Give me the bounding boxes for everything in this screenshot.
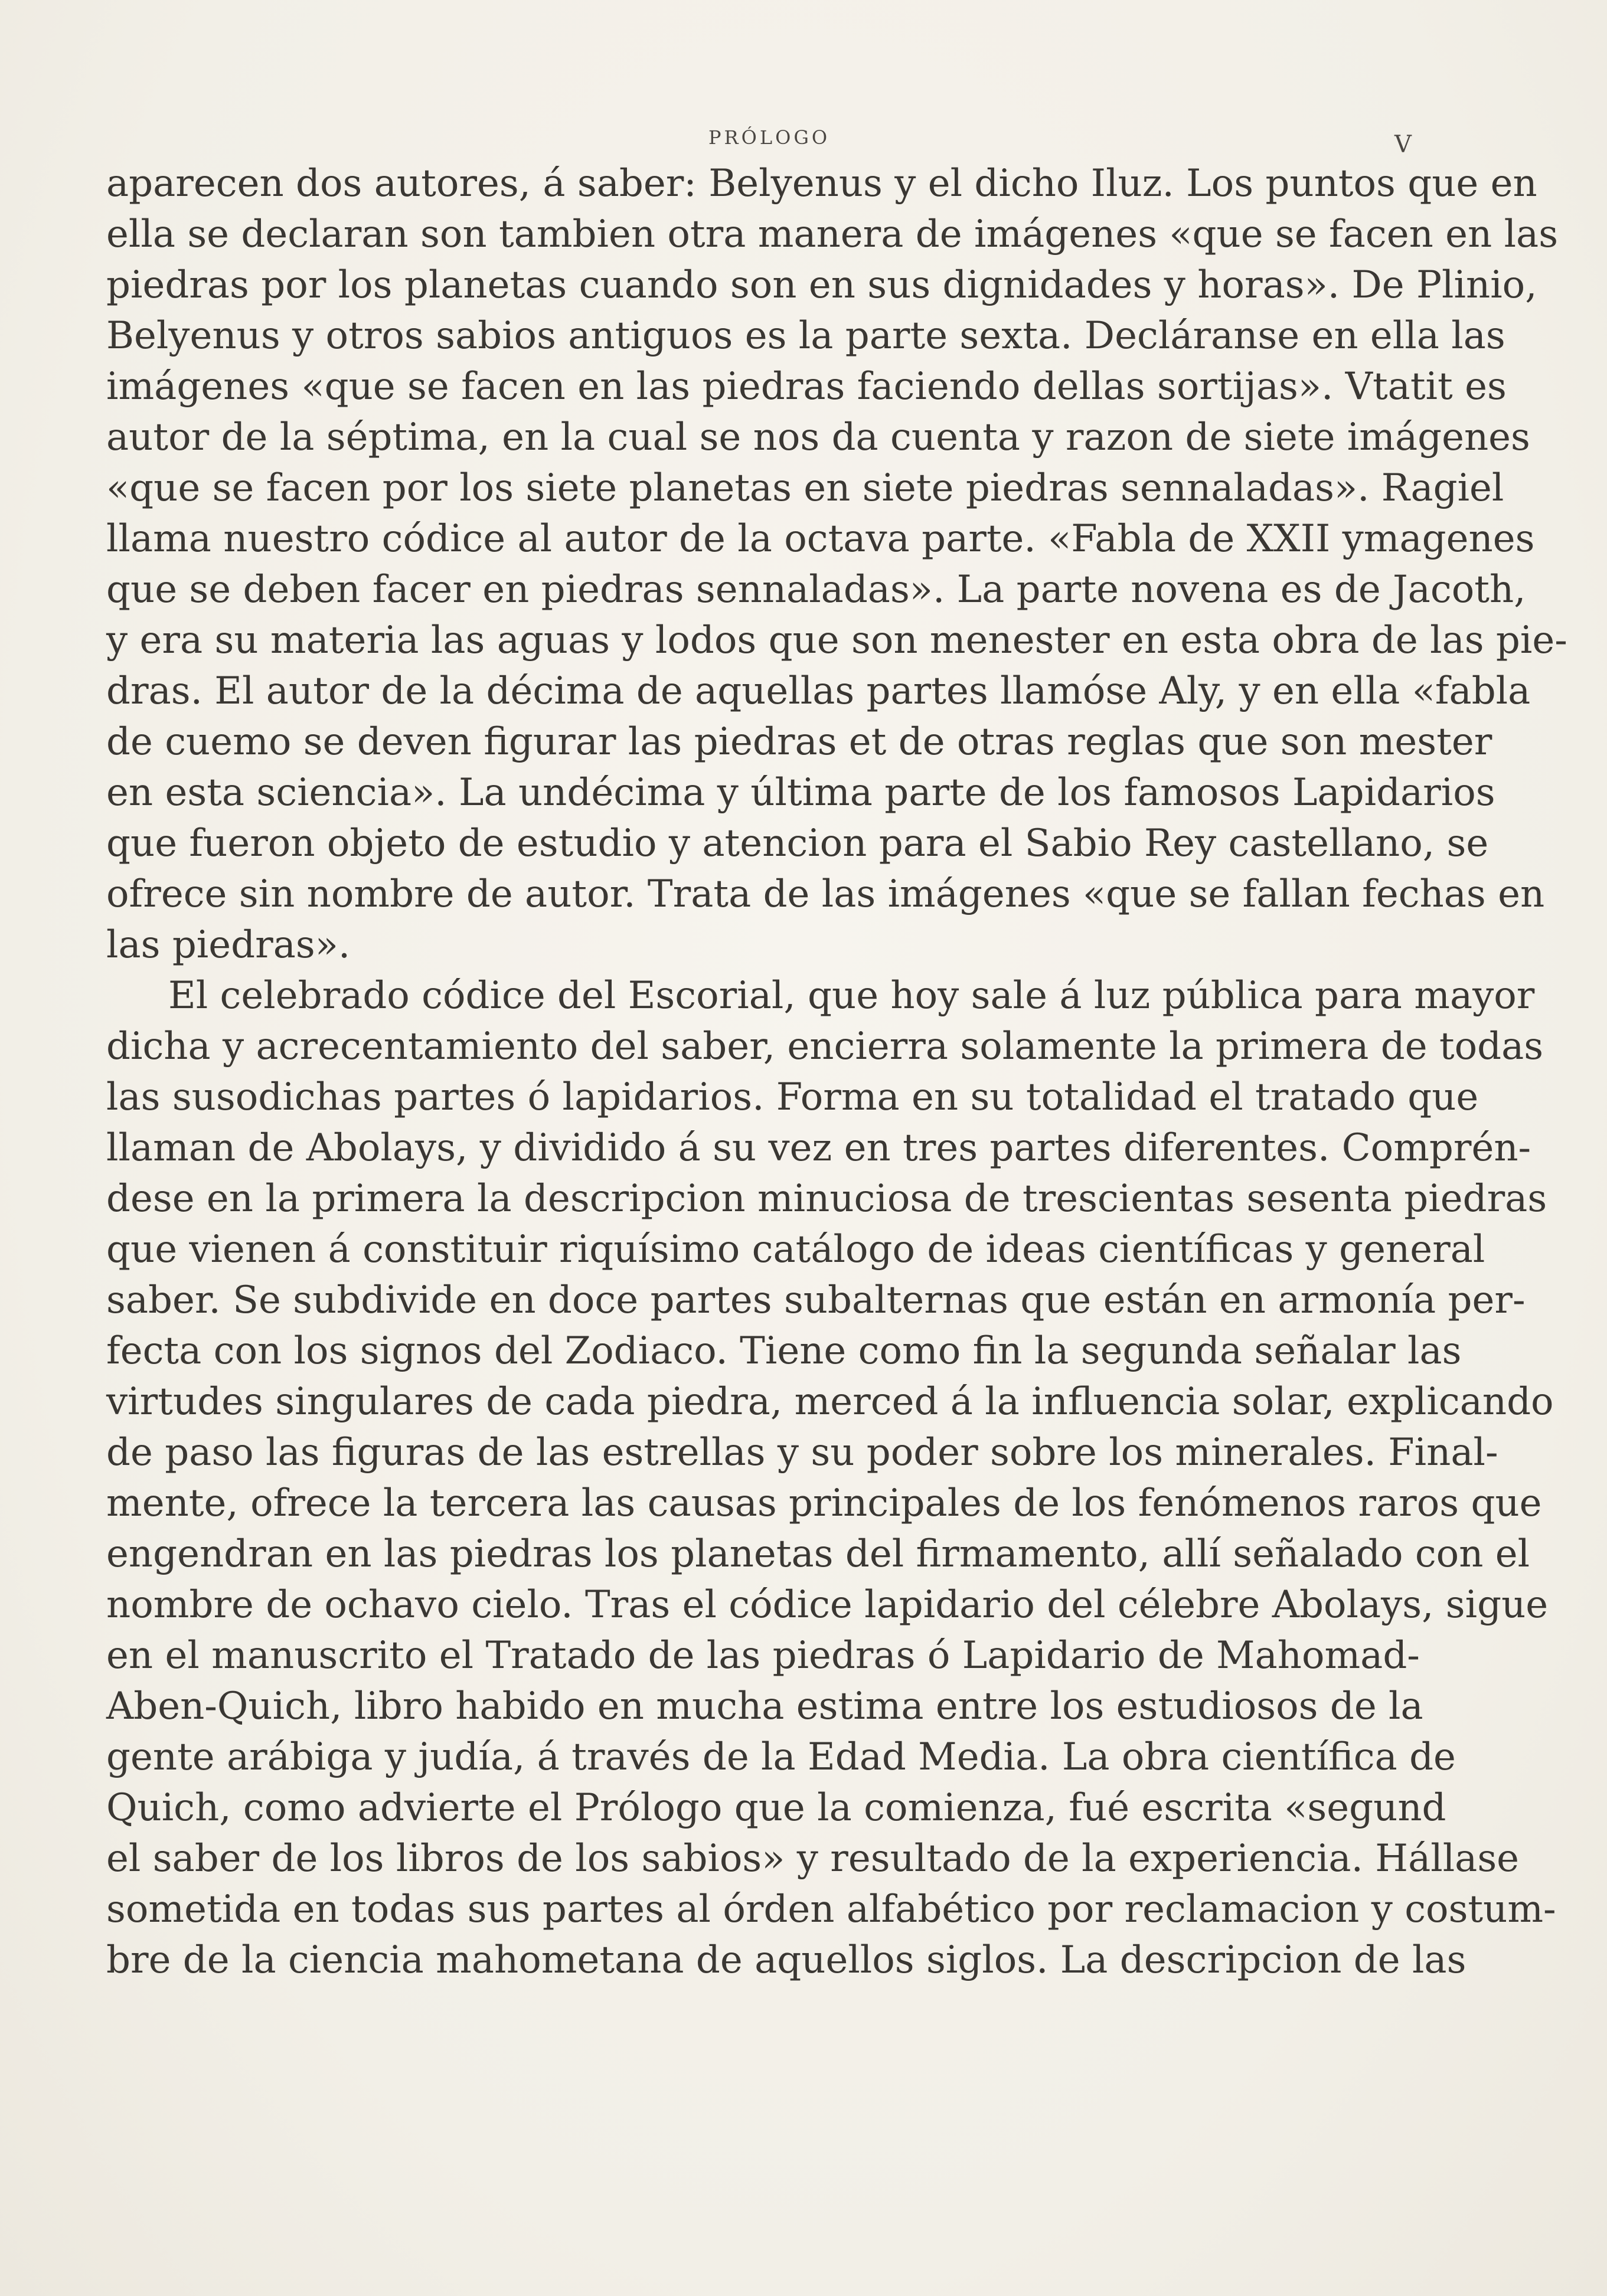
text-line: que vienen á constituir riquísimo catálogo de ideas científicas y general	[106, 1228, 1485, 1271]
text-line: las piedras».	[106, 923, 351, 967]
text-line: en el manuscrito el Tratado de las piedras ó Lapidario de Mahomad-	[106, 1634, 1420, 1677]
text-line: que fueron objeto de estudio y atencion para el Sabio Rey castellano, se	[106, 822, 1489, 865]
page-number: V	[1394, 131, 1412, 158]
text-line: Belyenus y otros sabios antiguos es la parte sexta. Decláranse en ella las	[106, 314, 1505, 358]
body-text	[106, 158, 1567, 1986]
text-line: fecta con los signos del Zodiaco. Tiene como fin la segunda señalar las	[106, 1329, 1462, 1373]
text-line: Aben-Quich, libro habido en mucha estima entre los estudiosos de la	[106, 1685, 1423, 1728]
text-line: autor de la séptima, en la cual se nos da cuenta y razon de siete imágenes	[106, 416, 1530, 459]
text-line: dras. El autor de la décima de aquellas partes llamóse Aly, y en ella «fabla	[106, 669, 1531, 713]
text-line: de cuemo se deven figurar las piedras et de otras reglas que son mester	[106, 720, 1492, 764]
text-line: llaman de Abolays, y dividido á su vez en tres partes diferentes. Comprén-	[106, 1126, 1531, 1170]
text-line: sometida en todas sus partes al órden alfabético por reclamacion y costum-	[106, 1888, 1556, 1931]
text-line: que se deben facer en piedras sennaladas». La parte novena es de Jacoth,	[106, 568, 1526, 611]
text-line: engendran en las piedras los planetas del firmamento, allí señalado con el	[106, 1532, 1530, 1576]
text-line: virtudes singulares de cada piedra, merced á la influencia solar, explicando	[106, 1380, 1554, 1424]
text-line: ofrece sin nombre de autor. Trata de las imágenes «que se fallan fechas en	[106, 872, 1545, 916]
text-line: imágenes «que se facen en las piedras faciendo dellas sortijas». Vtatit es	[106, 365, 1507, 408]
text-line: mente, ofrece la tercera las causas principales de los fenómenos raros que	[106, 1481, 1542, 1525]
text-line: y era su materia las aguas y lodos que son menester en esta obra de las pie-	[106, 619, 1567, 662]
text-line: nombre de ochavo cielo. Tras el códice lapidario del célebre Abolays, sigue	[106, 1583, 1549, 1627]
text-line: El celebrado códice del Escorial, que hoy sale á luz pública para mayor	[168, 974, 1535, 1018]
text-line: «que se facen por los siete planetas en siete piedras sennaladas». Ragiel	[106, 466, 1504, 510]
text-line: ella se declaran son tambien otra manera de imágenes «que se facen en las	[106, 212, 1559, 256]
text-line: bre de la ciencia mahometana de aquellos siglos. La descripcion de las	[106, 1938, 1466, 1982]
text-line: saber. Se subdivide en doce partes subalternas que están en armonía per-	[106, 1278, 1526, 1322]
running-head: PRÓLOGO	[708, 126, 831, 149]
text-line: el saber de los libros de los sabios» y resultado de la experiencia. Hállase	[106, 1837, 1520, 1880]
text-line: dese en la primera la descripcion minuciosa de trescientas sesenta piedras	[106, 1177, 1547, 1221]
text-line: piedras por los planetas cuando son en sus dignidades y horas». De Plinio,	[106, 263, 1537, 307]
text-line: de paso las figuras de las estrellas y su poder sobre los minerales. Final-	[106, 1431, 1498, 1474]
text-line: aparecen dos autores, á saber: Belyenus y el dicho Iluz. Los puntos que en	[106, 162, 1537, 205]
text-line: llama nuestro códice al autor de la octava parte. «Fabla de XXII ymagenes	[106, 517, 1535, 561]
text-line: dicha y acrecentamiento del saber, encierra solamente la primera de todas	[106, 1025, 1544, 1068]
text-line: las susodichas partes ó lapidarios. Forma en su totalidad el tratado que	[106, 1075, 1479, 1119]
text-line: gente arábiga y judía, á través de la Edad Media. La obra científica de	[106, 1735, 1456, 1779]
text-line: Quich, como advierte el Prólogo que la comienza, fué escrita «segund	[106, 1786, 1446, 1830]
text-line: en esta sciencia». La undécima y última parte de los famosos Lapidarios	[106, 771, 1495, 815]
